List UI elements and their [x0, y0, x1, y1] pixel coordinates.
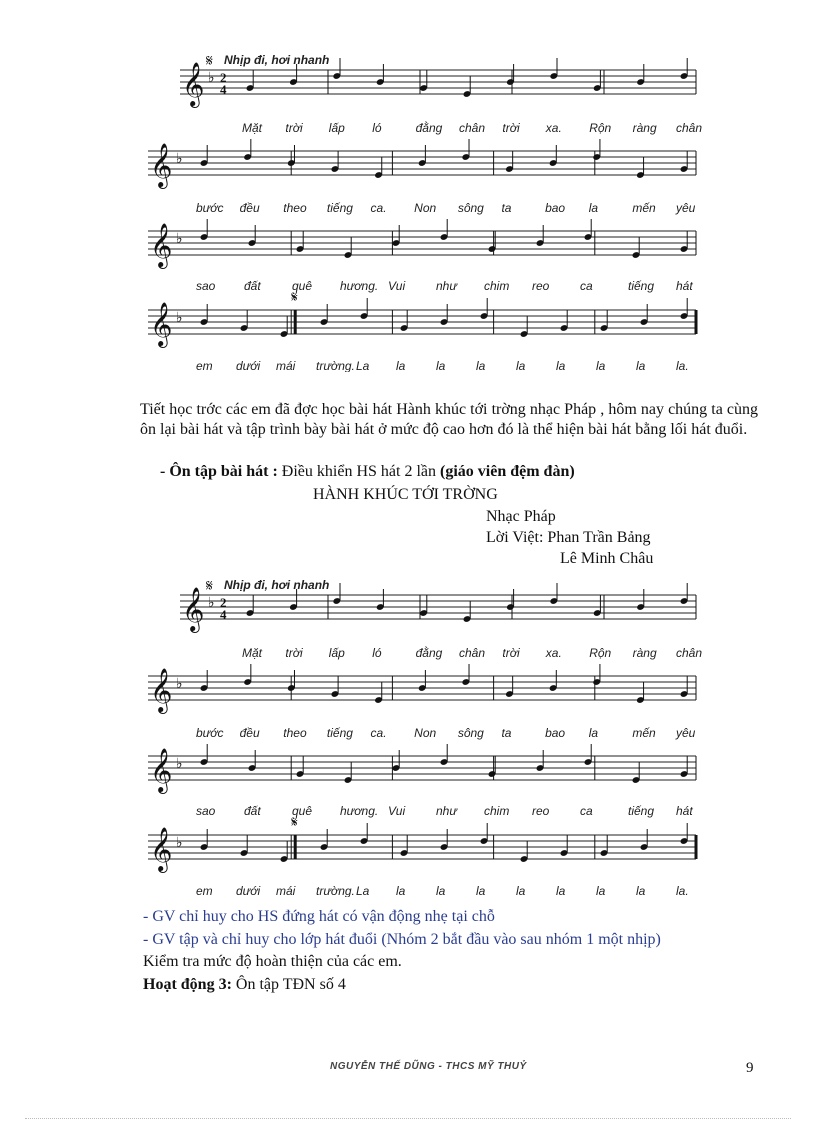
- flat-key-signature: ♭: [176, 677, 183, 692]
- lyric-syllable: chim: [484, 804, 510, 818]
- treble-clef: 𝄞: [150, 225, 173, 267]
- lyric-syllable: chân: [459, 121, 486, 135]
- song-title: HÀNH KHÚC TỚI TRỜNG: [313, 486, 498, 503]
- lyric-syllable: sông: [457, 726, 484, 740]
- lyric-syllable: mái: [276, 884, 296, 897]
- lyric-syllable: như: [436, 279, 457, 293]
- lyric-syllable: la.: [676, 884, 689, 897]
- time-signature-top: 2: [220, 595, 227, 610]
- flat-key-signature: ♭: [176, 836, 183, 851]
- lyric-syllable: ló: [372, 121, 382, 135]
- lyric-syllable: theo: [283, 201, 307, 215]
- segno-symbol: 𝄋: [291, 290, 298, 306]
- instruction-1: - GV chỉ huy cho HS đứng hát có vận động nhẹ tại chỗ: [143, 908, 495, 925]
- lyric-syllable: mến: [632, 726, 656, 740]
- staff-system: [148, 139, 696, 215]
- lyric-syllable: la: [636, 884, 646, 897]
- lyric-syllable: Mặt: [242, 646, 263, 660]
- lyric-syllable: bước: [196, 726, 224, 740]
- treble-clef: 𝄞: [150, 670, 173, 712]
- lyric-syllable: la: [516, 884, 526, 897]
- lyric-syllable: Vui: [388, 279, 406, 293]
- lyric-syllable: Non: [414, 726, 437, 740]
- lyric-syllable: quê: [292, 804, 313, 818]
- lyric-syllable: em: [196, 884, 213, 897]
- lyric-syllable: la.: [676, 359, 689, 372]
- music-score-top: [140, 52, 705, 372]
- flat-key-signature: ♭: [208, 596, 215, 611]
- flat-key-signature: ♭: [208, 71, 215, 86]
- song-origin: Nhạc Pháp: [486, 508, 556, 525]
- lyric-syllable: ràng: [632, 121, 657, 135]
- lyric-syllable: lấp: [328, 121, 345, 135]
- lyric-syllable: chân: [676, 646, 703, 660]
- lyric-syllable: la: [516, 359, 526, 372]
- lyric-syllable: la: [596, 884, 606, 897]
- lyric-syllable: đất: [244, 279, 261, 293]
- segno-symbol: 𝄋: [206, 53, 213, 70]
- lyric-syllable: ta: [501, 201, 512, 215]
- lyric-syllable: Rộn: [589, 121, 612, 135]
- lyric-syllable: trời: [502, 646, 520, 660]
- lyric-syllable: chân: [676, 121, 703, 135]
- lyric-syllable: Rộn: [589, 646, 612, 660]
- activity-label: Hoạt động 3:: [143, 976, 232, 993]
- check-line: Kiểm tra mức độ hoàn thiện của các em.: [143, 953, 402, 970]
- lyric-syllable: la: [396, 884, 406, 897]
- lyric-syllable: theo: [283, 726, 307, 740]
- page-number: 9: [746, 1060, 754, 1076]
- lyric-syllable: sao: [196, 804, 216, 818]
- lyric-syllable: la: [596, 359, 606, 372]
- lyric-syllable: tiếng: [628, 279, 655, 293]
- lyric-syllable: trời: [285, 121, 303, 135]
- review-text: Điều khiển HS hát 2 lần: [277, 463, 440, 480]
- flat-key-signature: ♭: [176, 232, 183, 247]
- lyric-syllable: đằng: [415, 121, 443, 135]
- lyric-syllable: La: [356, 884, 370, 897]
- lyric-syllable: reo: [532, 279, 550, 293]
- review-label: - Ôn tập bài hát :: [160, 463, 278, 480]
- lyric-syllable: la: [396, 359, 406, 372]
- time-signature-top: 2: [220, 70, 227, 85]
- lyric-syllable: La: [356, 359, 370, 372]
- intro-paragraph: [140, 400, 758, 440]
- lyric-syllable: chim: [484, 279, 510, 293]
- lyric-syllable: ca: [580, 279, 593, 293]
- lyric-syllable: hương.: [340, 804, 379, 818]
- flat-key-signature: ♭: [176, 311, 183, 326]
- lyric-syllable: bao: [545, 726, 566, 740]
- lyric-syllable: yêu: [676, 201, 696, 215]
- staff-system: [148, 744, 696, 818]
- lyric-syllable: bao: [545, 201, 566, 215]
- segno-symbol: 𝄋: [206, 578, 213, 595]
- lyric-syllable: trường.: [316, 884, 355, 897]
- lyric-syllable: đất: [244, 804, 261, 818]
- lyric-syllable: Mặt: [242, 121, 263, 135]
- time-signature-bottom: 4: [220, 607, 227, 622]
- segno-symbol: 𝄋: [291, 815, 298, 831]
- lyric-syllable: lấp: [328, 646, 345, 660]
- treble-clef: 𝄞: [182, 589, 205, 631]
- lyric-syllable: đằng: [415, 646, 443, 660]
- time-signature-bottom: 4: [220, 82, 227, 97]
- footer-divider: [25, 1118, 791, 1119]
- lyric-syllable: quê: [292, 279, 313, 293]
- song-lyricist-2: Lê Minh Châu: [560, 550, 654, 567]
- treble-clef: 𝄞: [150, 750, 173, 792]
- lyric-syllable: đều: [239, 201, 260, 215]
- lyric-syllable: la: [636, 359, 646, 372]
- lyric-syllable: em: [196, 359, 213, 372]
- lyric-syllable: yêu: [676, 726, 696, 740]
- activity-text: Ôn tập TĐN số 4: [231, 976, 346, 993]
- treble-clef: 𝄞: [150, 829, 173, 871]
- score-svg: [140, 577, 705, 897]
- lyric-syllable: trường.: [316, 359, 355, 372]
- lyric-syllable: Vui: [388, 804, 406, 818]
- flat-key-signature: ♭: [176, 152, 183, 167]
- treble-clef: 𝄞: [150, 304, 173, 346]
- lyric-syllable: ràng: [632, 646, 657, 660]
- lyric-syllable: tiếng: [326, 726, 353, 740]
- lyric-syllable: tiếng: [326, 201, 353, 215]
- song-lyricist: Lời Việt: Phan Trần Bảng: [486, 529, 651, 546]
- music-score-bottom: [140, 577, 705, 897]
- treble-clef: 𝄞: [182, 64, 205, 106]
- lyric-syllable: ca.: [370, 201, 387, 215]
- lyric-syllable: hát: [676, 279, 693, 293]
- footer-brand: NGUYỄN THẾ DŨNG - THCS MỸ THUỶ: [330, 1061, 527, 1072]
- lyric-syllable: la: [556, 884, 566, 897]
- staff-system: [180, 583, 702, 660]
- lyric-syllable: đều: [239, 726, 260, 740]
- lyric-syllable: chân: [459, 646, 486, 660]
- lyric-syllable: hát: [676, 804, 693, 818]
- tempo-marking: Nhịp đi, hơi nhanh: [224, 578, 330, 592]
- intro-text: Tiết học trớc các em đã đợc học bài hát Hành khúc tới trờng nhạc Pháp , hôm nay chúng ta cùng ôn lại bài hát và tập trình bày bài hát ở mức độ cao hơn đó là thể hiện bài hát bằng lối hát đuổi.: [140, 401, 758, 438]
- lyric-syllable: trời: [285, 646, 303, 660]
- lyric-syllable: ló: [372, 646, 382, 660]
- lyric-syllable: trời: [502, 121, 520, 135]
- lyric-syllable: tiếng: [628, 804, 655, 818]
- staff-system: [148, 815, 696, 897]
- lyric-syllable: la: [436, 884, 446, 897]
- lyric-syllable: reo: [532, 804, 550, 818]
- lyric-syllable: sông: [457, 201, 484, 215]
- lyric-syllable: ca: [580, 804, 593, 818]
- lyric-syllable: la: [556, 359, 566, 372]
- review-note: (giáo viên đệm đàn): [440, 463, 575, 480]
- lyric-syllable: sao: [196, 279, 216, 293]
- lyric-syllable: la: [476, 359, 486, 372]
- lyric-syllable: mến: [632, 201, 656, 215]
- lyric-syllable: bước: [196, 201, 224, 215]
- lyric-syllable: mái: [276, 359, 296, 372]
- lyric-syllable: hương.: [340, 279, 379, 293]
- tempo-marking: Nhịp đi, hơi nhanh: [224, 53, 330, 67]
- lyric-syllable: dưới: [236, 359, 261, 372]
- staff-system: [180, 58, 702, 135]
- lyric-syllable: la: [436, 359, 446, 372]
- score-svg: [140, 52, 705, 372]
- treble-clef: 𝄞: [150, 145, 173, 187]
- activity-line: [143, 975, 346, 995]
- lyric-syllable: như: [436, 804, 457, 818]
- flat-key-signature: ♭: [176, 757, 183, 772]
- lyric-syllable: xa.: [545, 121, 562, 135]
- lyric-syllable: la: [588, 201, 599, 215]
- review-line: [160, 462, 575, 482]
- lyric-syllable: ca.: [370, 726, 387, 740]
- instruction-2: - GV tập và chỉ huy cho lớp hát đuổi (Nhóm 2 bắt đầu vào sau nhóm 1 một nhịp): [143, 931, 661, 948]
- lyric-syllable: ta: [501, 726, 512, 740]
- lyric-syllable: xa.: [545, 646, 562, 660]
- staff-system: [148, 290, 696, 372]
- staff-system: [148, 664, 696, 740]
- lyric-syllable: dưới: [236, 884, 261, 897]
- lyric-syllable: Non: [414, 201, 437, 215]
- lyric-syllable: la: [588, 726, 599, 740]
- lyric-syllable: la: [476, 884, 486, 897]
- staff-system: [148, 219, 696, 293]
